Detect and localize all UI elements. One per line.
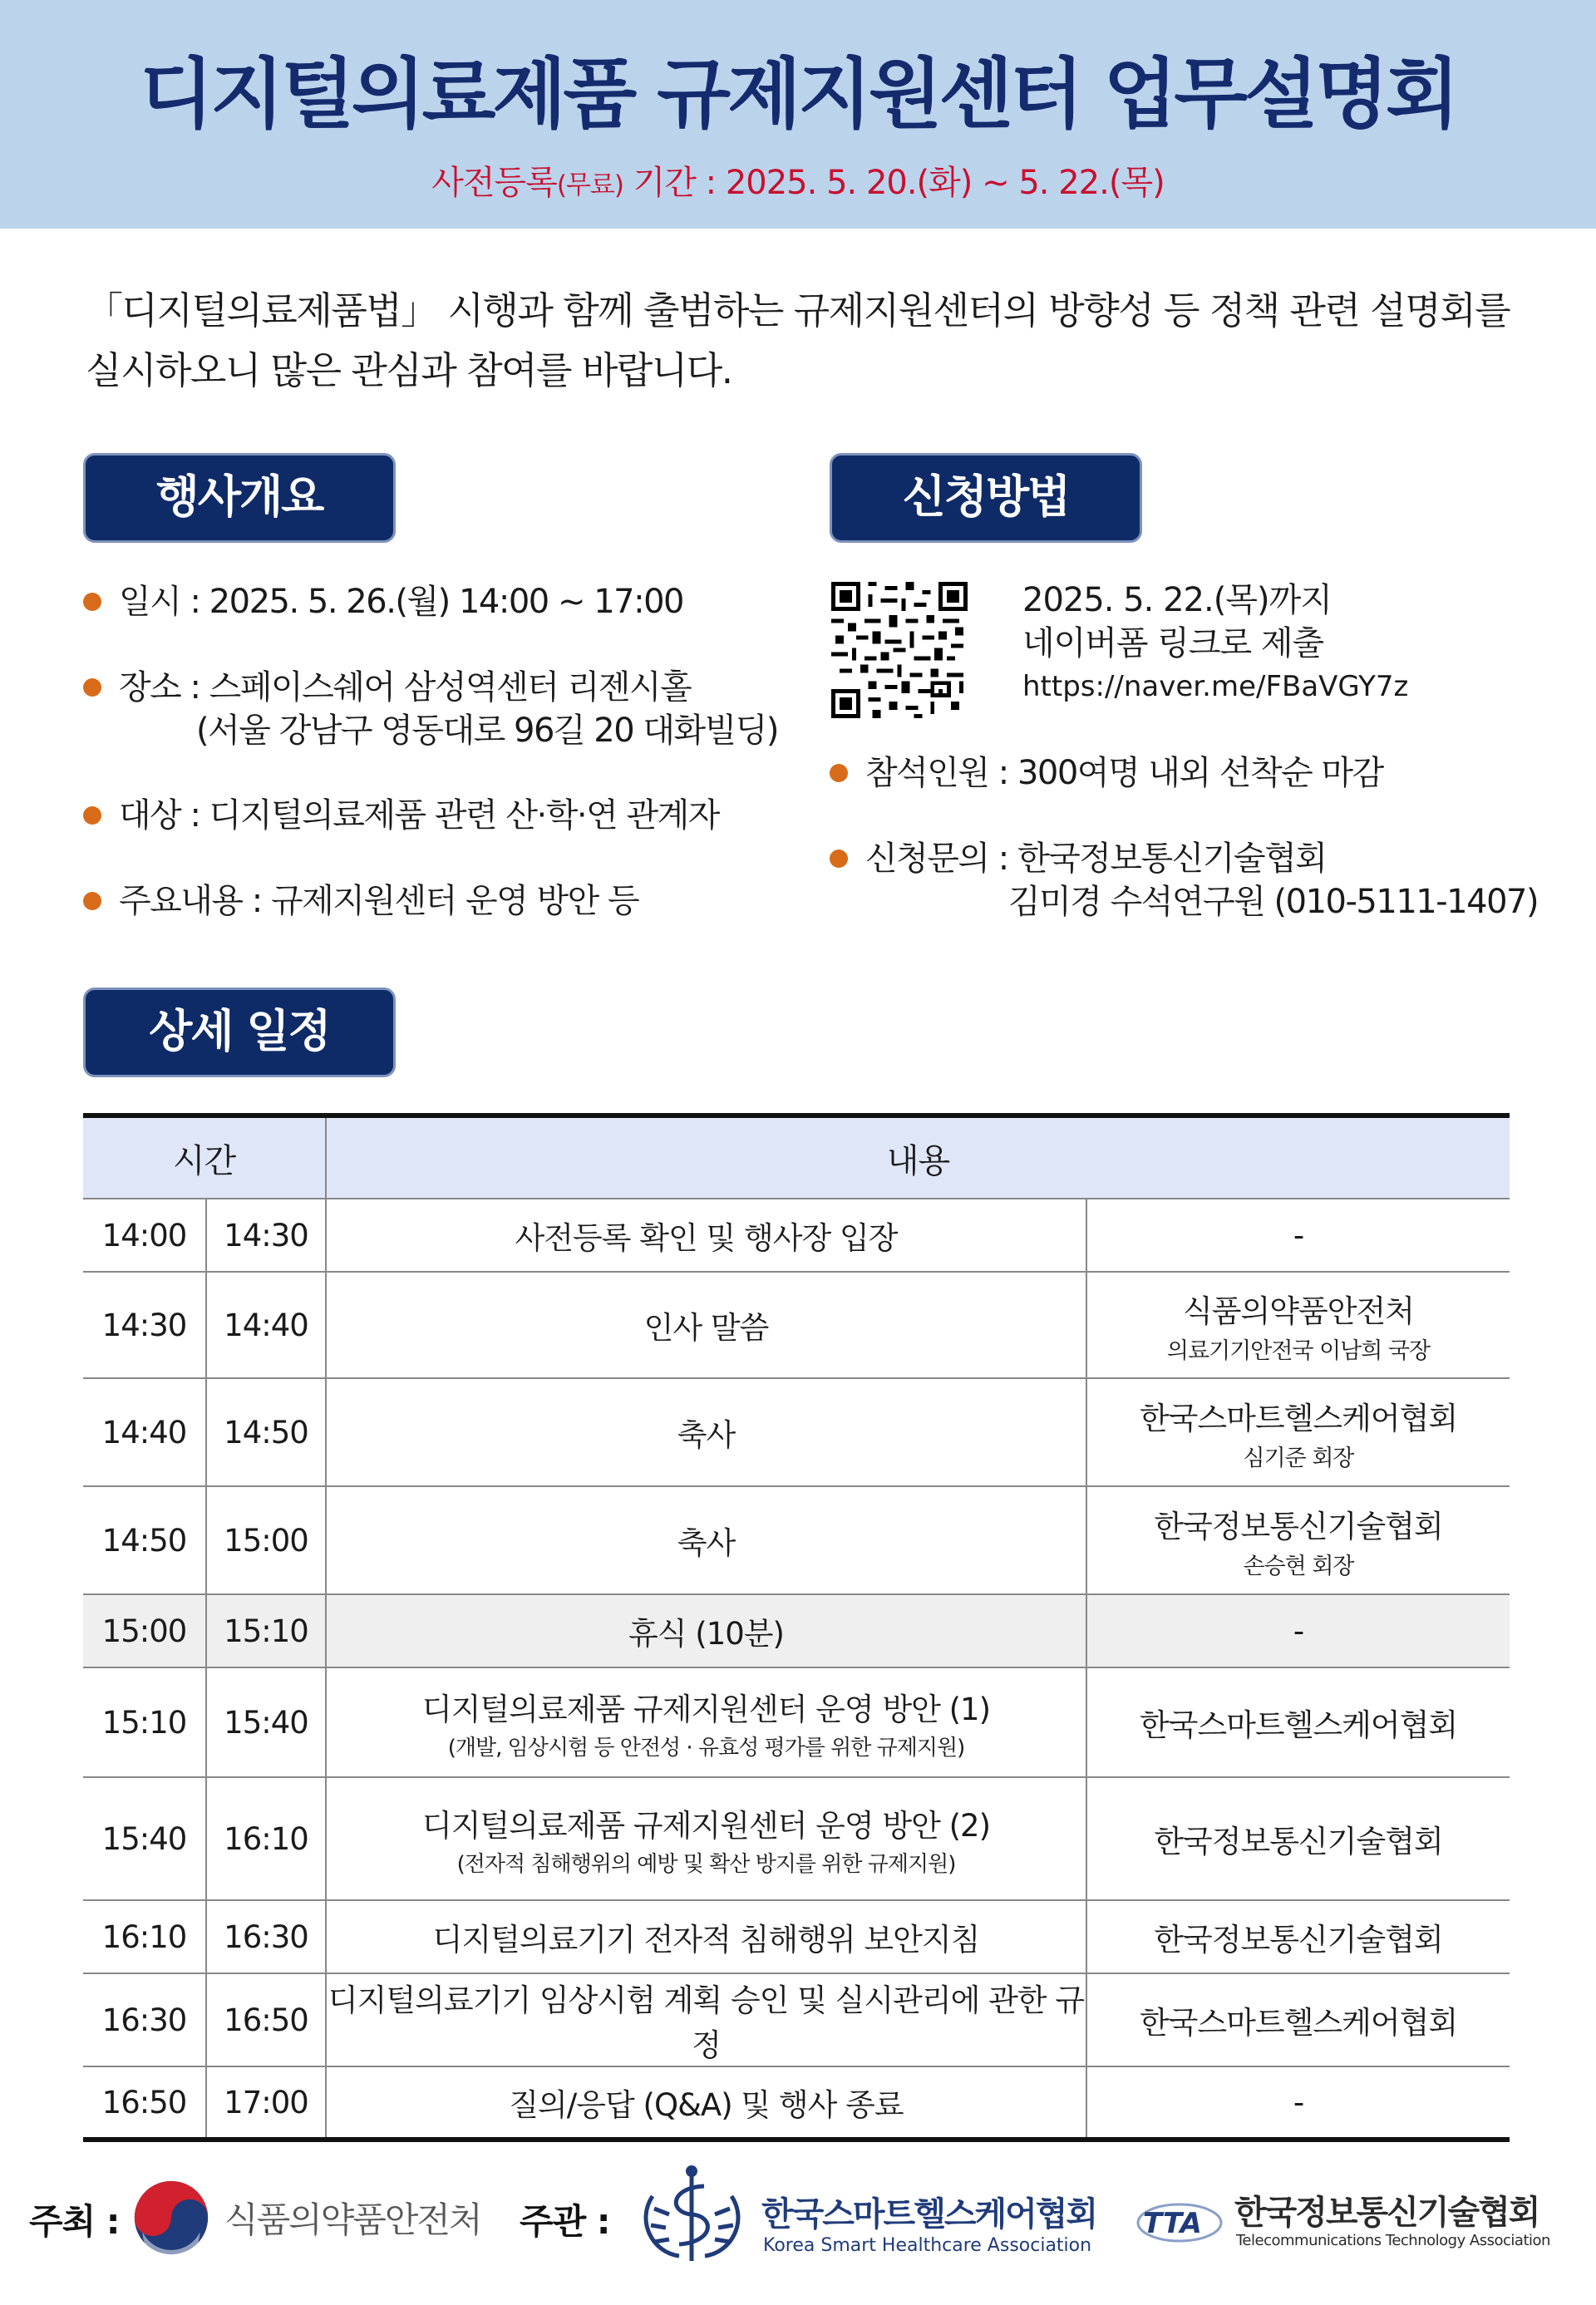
session-organization xyxy=(1086,2066,1510,2140)
schedule-table xyxy=(83,1113,1510,2142)
schedule-row xyxy=(83,1667,1510,1777)
column-header-content: 내용 xyxy=(326,1116,1510,1199)
bullet-icon xyxy=(830,764,848,782)
header-banner xyxy=(0,0,1596,229)
apply-deadline: 2025. 5. 22.(목)까지 xyxy=(1022,581,1332,619)
qr-code-icon[interactable] xyxy=(831,582,968,718)
ksha-logo-icon xyxy=(636,2163,748,2267)
start-time: 14:50 xyxy=(83,1486,206,1594)
column-header-time: 시간 xyxy=(83,1116,326,1199)
session-organization xyxy=(1086,1594,1510,1667)
end-time: 14:50 xyxy=(206,1378,326,1486)
schedule-row xyxy=(83,1378,1510,1486)
session-organization xyxy=(1086,1973,1510,2066)
registration-period xyxy=(0,156,1596,204)
organization-representative: 손승현 회장 xyxy=(1243,1553,1354,1579)
session-description xyxy=(326,1900,1086,1973)
organization-name: 한국스마트헬스케어협회 xyxy=(1139,1400,1458,1436)
apply-url-link[interactable]: https://naver.me/FBaVGY7z xyxy=(1022,670,1409,703)
organization-name: - xyxy=(1293,1217,1304,1253)
organization-name: 한국정보통신기술협회 xyxy=(1154,1824,1443,1859)
end-time: 15:00 xyxy=(206,1486,326,1594)
start-time: 16:50 xyxy=(83,2066,206,2140)
session-organization xyxy=(1086,1667,1510,1777)
end-time: 14:30 xyxy=(206,1199,326,1272)
organization-name: 한국정보통신기술협회 xyxy=(1154,1922,1443,1958)
schedule-row xyxy=(83,1777,1510,1900)
start-time: 16:10 xyxy=(83,1900,206,1973)
registration-dates: 기간 : 2025. 5. 20.(화) ~ 5. 22.(목) xyxy=(623,164,1165,202)
schedule-row xyxy=(83,1900,1510,1973)
overview-target: 대상 : 디지털의료제품 관련 산·학·연 관계자 xyxy=(119,796,719,835)
start-time: 14:30 xyxy=(83,1272,206,1378)
start-time: 15:00 xyxy=(83,1594,206,1667)
session-subtitle: (개발, 임상시험 등 안전성 · 유효성 평가를 위한 규제지원) xyxy=(447,1735,965,1761)
registration-free: (무료) xyxy=(556,170,623,200)
session-description xyxy=(326,1199,1086,1272)
bullet-icon xyxy=(83,892,101,910)
session-title: 휴식 (10분) xyxy=(628,1616,784,1652)
bullet-icon xyxy=(830,850,848,868)
session-organization xyxy=(1086,1199,1510,1272)
schedule-row xyxy=(83,1199,1510,1272)
session-title: 디지털의료기기 전자적 침해행위 보안지침 xyxy=(432,1922,980,1958)
session-title: 디지털의료기기 임상시험 계획 승인 및 실시관리에 관한 규정 xyxy=(328,1982,1085,2063)
bullet-icon xyxy=(83,593,101,611)
organization-name: - xyxy=(1293,1613,1304,1649)
tta-abbr: TTA xyxy=(1143,2207,1202,2240)
session-organization xyxy=(1086,1900,1510,1973)
schedule-heading: 상세 일정 xyxy=(83,988,396,1077)
overview-date: 일시 : 2025. 5. 26.(월) 14:00 ~ 17:00 xyxy=(119,583,683,621)
session-description xyxy=(326,2066,1086,2140)
session-description xyxy=(326,1777,1086,1900)
session-title: 사전등록 확인 및 행사장 입장 xyxy=(515,1220,898,1256)
overview-venue: 장소 : 스페이스쉐어 삼성역센터 리젠시홀 xyxy=(119,668,692,707)
apply-heading: 신청방법 xyxy=(830,453,1142,543)
end-time: 17:00 xyxy=(206,2066,326,2140)
org1-english-name: Korea Smart Healthcare Association xyxy=(763,2235,1092,2256)
registration-prefix: 사전등록 xyxy=(431,164,557,202)
schedule-row xyxy=(83,1486,1510,1594)
mfds-logo-icon xyxy=(131,2178,211,2258)
tta-logo-icon xyxy=(1135,2186,1224,2253)
session-description xyxy=(326,1667,1086,1777)
start-time: 14:40 xyxy=(83,1378,206,1486)
schedule-body xyxy=(83,1199,1510,2140)
schedule-row xyxy=(83,1272,1510,1378)
organizer-label: 주관 : xyxy=(520,2201,610,2242)
session-description xyxy=(326,1486,1086,1594)
organization-name: 한국스마트헬스케어협회 xyxy=(1139,1707,1458,1743)
end-time: 16:10 xyxy=(206,1777,326,1900)
session-description xyxy=(326,1594,1086,1667)
end-time: 15:40 xyxy=(206,1667,326,1777)
org2-name: 한국정보통신기술협회 xyxy=(1234,2194,1539,2232)
intro-text xyxy=(86,281,1515,401)
apply-instructions xyxy=(1022,579,1408,708)
org1-name: 한국스마트헬스케어협회 xyxy=(761,2195,1097,2234)
apply-capacity: 참석인원 : 300여명 내외 선착순 마감 xyxy=(865,754,1383,792)
organization-representative: 심기준 회장 xyxy=(1243,1445,1354,1471)
bullet-icon xyxy=(83,678,101,697)
table-header-row xyxy=(83,1116,1510,1199)
intro-line-2: 실시하오니 많은 관심과 참여를 바랍니다. xyxy=(86,348,732,392)
apply-contact-person: 김미경 수석연구원 (010-5111-1407) xyxy=(1008,883,1539,921)
apply-method: 네이버폼 링크로 제출 xyxy=(1022,624,1324,662)
session-organization xyxy=(1086,1486,1510,1594)
organization-name: 식품의약품안전처 xyxy=(1183,1293,1414,1329)
schedule-row xyxy=(83,1594,1510,1667)
bullet-icon xyxy=(83,806,101,825)
org2-english-name: Telecommunications Technology Association xyxy=(1236,2232,1550,2249)
session-description xyxy=(326,1378,1086,1486)
organization-name: 한국스마트헬스케어협회 xyxy=(1139,2005,1458,2041)
schedule-row xyxy=(83,1973,1510,2066)
overview-heading: 행사개요 xyxy=(83,453,396,543)
schedule-row xyxy=(83,2066,1510,2140)
session-subtitle: (전자적 침해행위의 예방 및 확산 방지를 위한 규제지원) xyxy=(456,1851,956,1877)
organization-name: 한국정보통신기술협회 xyxy=(1154,1508,1443,1544)
session-title: 축사 xyxy=(677,1525,736,1561)
session-title: 디지털의료제품 규제지원센터 운영 방안 (1) xyxy=(421,1691,991,1727)
start-time: 16:30 xyxy=(83,1973,206,2066)
session-title: 질의/응답 (Q&A) 및 행사 종료 xyxy=(509,2087,904,2123)
host-name: 식품의약품안전처 xyxy=(224,2199,481,2240)
start-time: 15:40 xyxy=(83,1777,206,1900)
end-time: 14:40 xyxy=(206,1272,326,1378)
end-time: 15:10 xyxy=(206,1594,326,1667)
organization-name: - xyxy=(1293,2084,1304,2120)
intro-line-1: 「디지털의료제품법」 시행과 함께 출범하는 규제지원센터의 방향성 등 정책 관련 설명회를 xyxy=(86,288,1510,332)
session-description xyxy=(326,1272,1086,1378)
page-title: 디지털의료제품 규제지원센터 업무설명회 xyxy=(140,50,1456,139)
session-title: 디지털의료제품 규제지원센터 운영 방안 (2) xyxy=(421,1807,991,1844)
session-title: 축사 xyxy=(677,1417,736,1453)
start-time: 15:10 xyxy=(83,1667,206,1777)
start-time: 14:00 xyxy=(83,1199,206,1272)
session-description xyxy=(326,1973,1086,2066)
session-organization xyxy=(1086,1378,1510,1486)
apply-contact: 신청문의 : 한국정보통신기술협회 xyxy=(865,840,1327,878)
organization-representative: 의료기기안전국 이남희 국장 xyxy=(1166,1337,1431,1364)
session-title: 인사 말씀 xyxy=(643,1310,769,1346)
host-label: 주최 : xyxy=(29,2201,120,2242)
overview-venue-address: (서울 강남구 영동대로 96길 20 대화빌딩) xyxy=(196,712,779,750)
overview-main-content: 주요내용 : 규제지원센터 운영 방안 등 xyxy=(119,882,639,920)
end-time: 16:50 xyxy=(206,1973,326,2066)
session-organization xyxy=(1086,1272,1510,1378)
end-time: 16:30 xyxy=(206,1900,326,1973)
session-organization xyxy=(1086,1777,1510,1900)
